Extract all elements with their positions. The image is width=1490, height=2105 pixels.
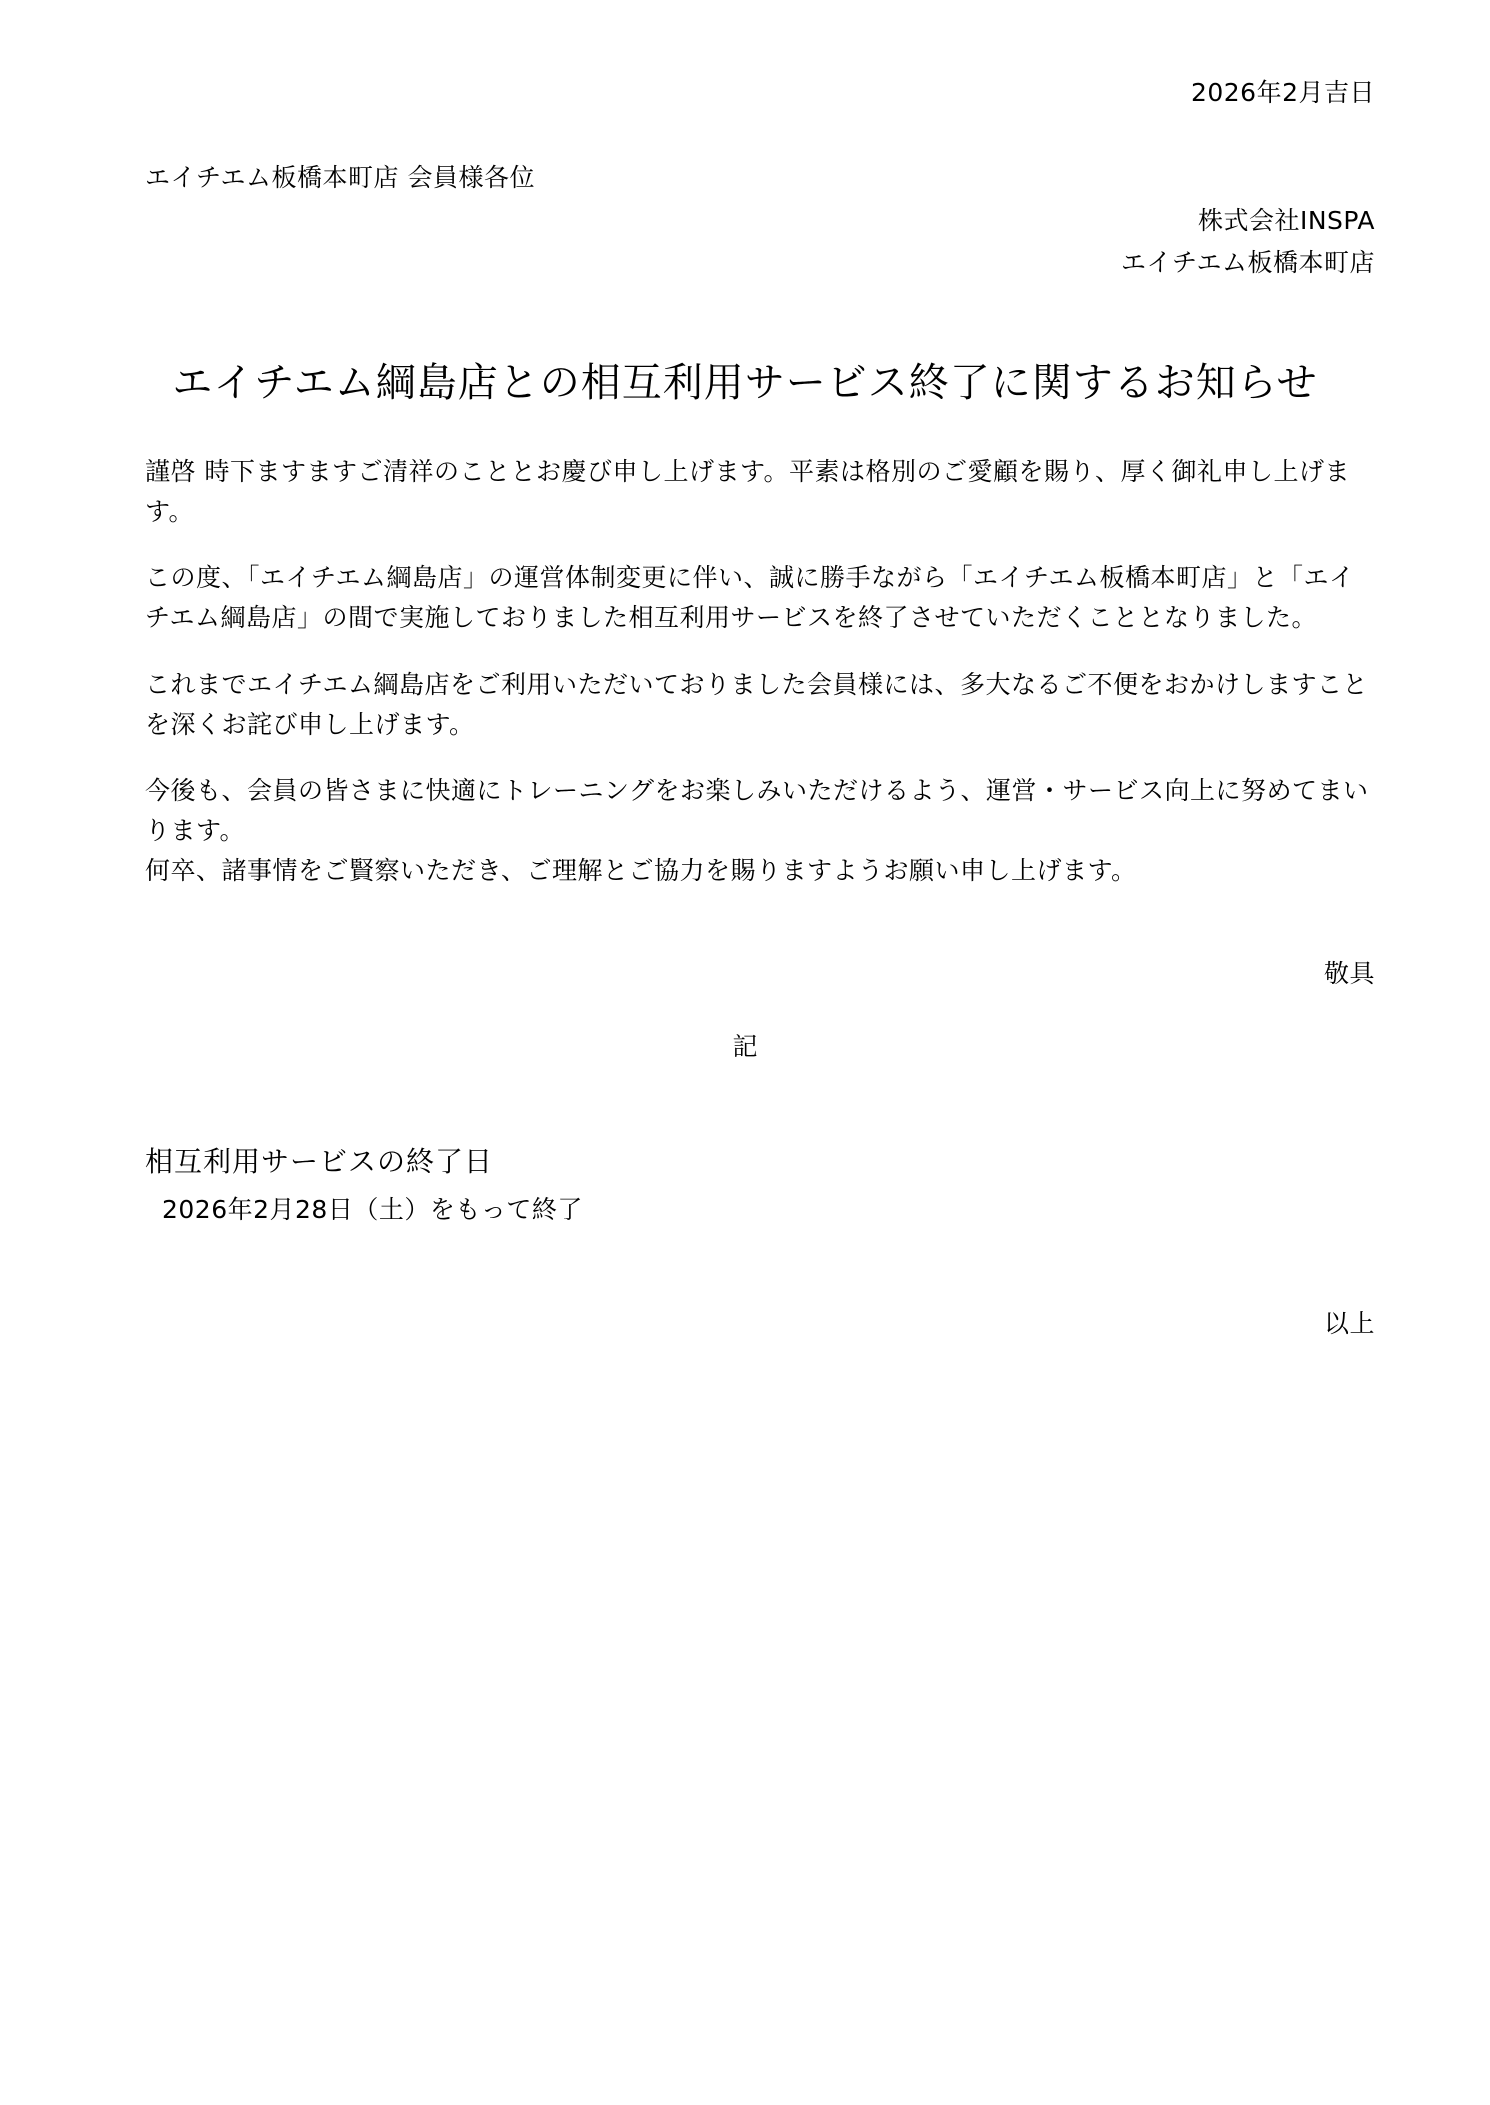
recipient-line: エイチエム板橋本町店 会員様各位 xyxy=(145,163,535,192)
document-title: エイチエム綱島店との相互利用サービス終了に関するお知らせ xyxy=(172,360,1318,406)
request-paragraph: 何卒、諸事情をご賢察いただき、ご理解とご協力を賜りますようお願い申し上げます。 xyxy=(145,856,1137,885)
apology-paragraph: これまでエイチエム綱島店をご利用いただいておりました会員様には、多大なるご不便をおかけしますことを深くお詫び申し上げます。 xyxy=(145,670,1369,739)
issue-date: 2026年2月吉日 xyxy=(1190,78,1375,107)
announcement-paragraph: この度、「エイチエム綱島店」の運営体制変更に伴い、誠に勝手ながら「エイチエム板橋本町店」と「エイチエム綱島店」の間で実施しておりました相互利用サービスを終了させていただくこととなりました。 xyxy=(145,563,1355,632)
closing-ijou: 以上 xyxy=(1323,1309,1375,1338)
ki-mark: 記 xyxy=(732,1032,758,1061)
greeting-paragraph: 謹啓 時下ますますご清祥のこととお慶び申し上げます。平素は格別のご愛顧を賜り、厚く御礼申し上げます。 xyxy=(145,457,1350,526)
future-paragraph: 今後も、会員の皆さまに快適にトレーニングをお楽しみいただけるよう、運営・サービス向上に努めてまいります。 xyxy=(145,776,1369,845)
end-date-value: 2026年2月28日（土）をもって終了 xyxy=(162,1195,583,1224)
closing-keigu: 敬具 xyxy=(1323,959,1375,988)
sender-company: 株式会社INSPA xyxy=(1197,206,1375,235)
end-date-heading: 相互利用サービスの終了日 xyxy=(145,1145,494,1178)
sender-store: エイチエム板橋本町店 xyxy=(1120,248,1375,277)
